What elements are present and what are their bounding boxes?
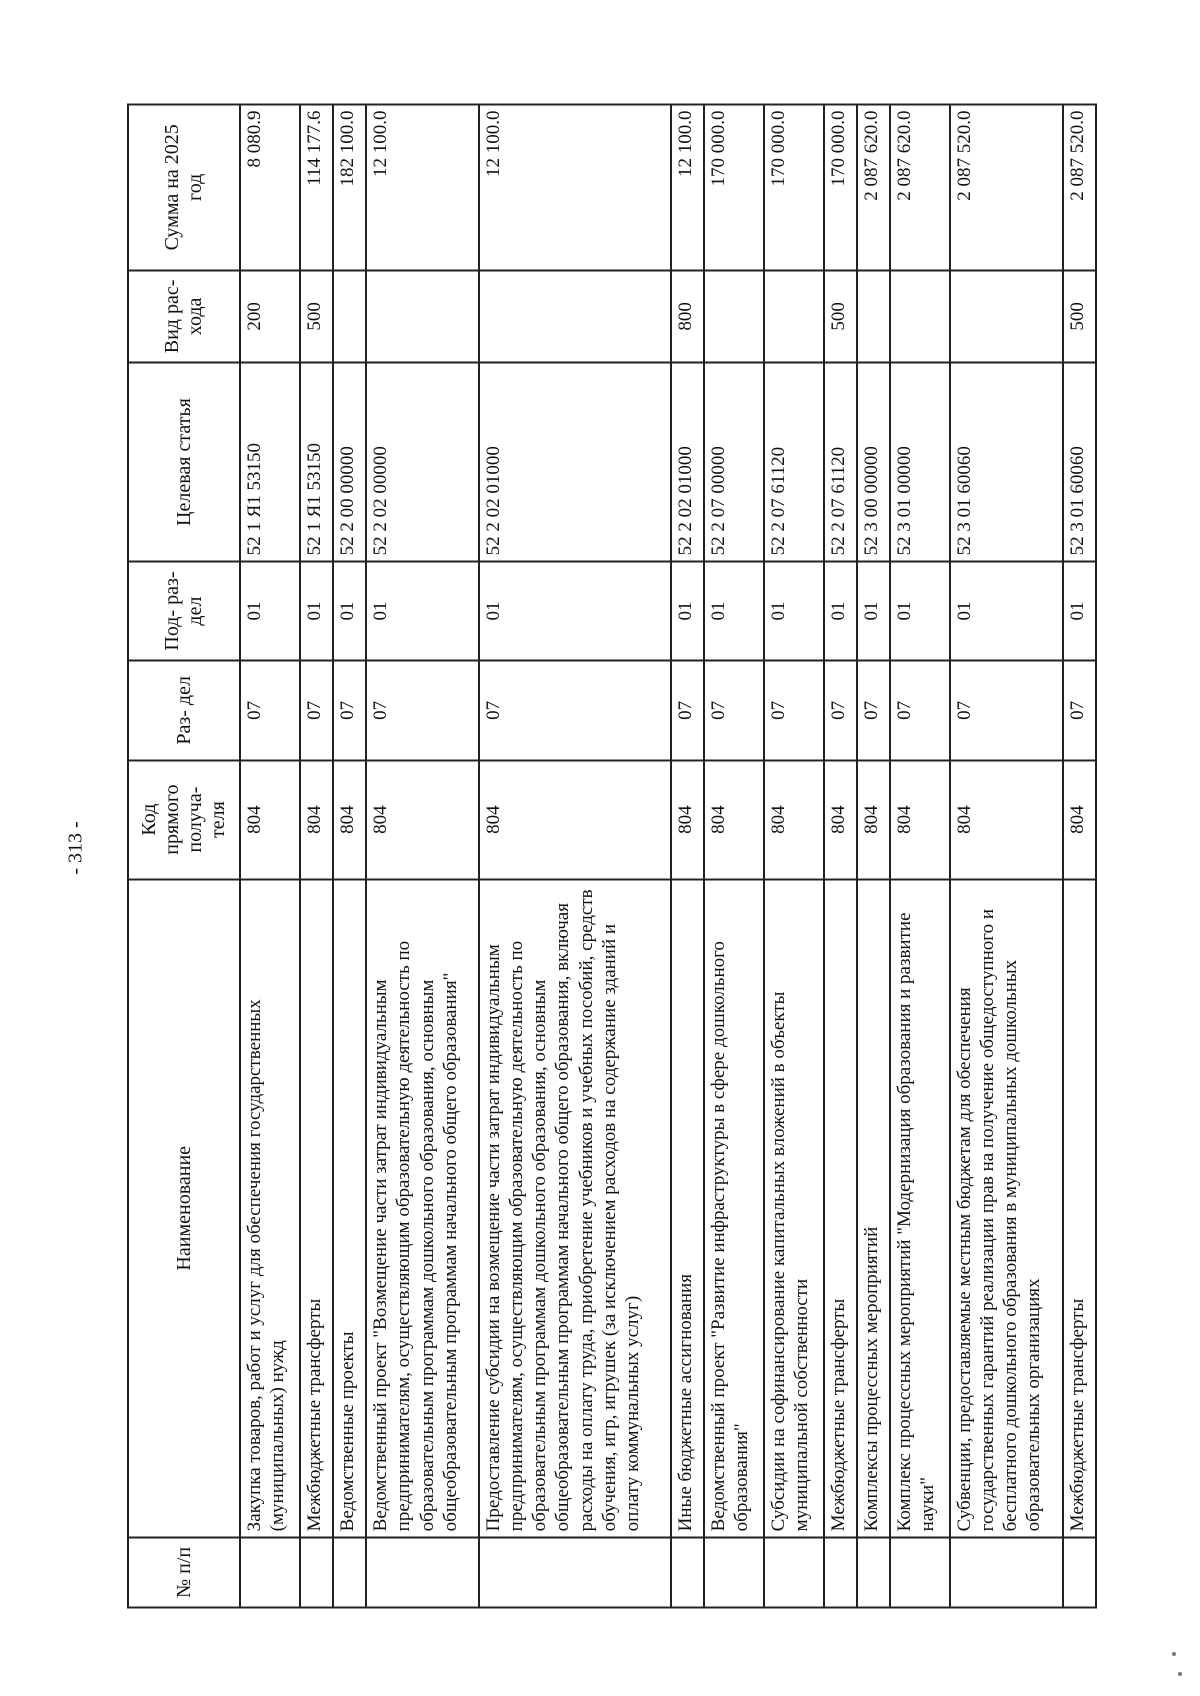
cell-expense-type: [366, 270, 479, 363]
cell-idx: [950, 1537, 1063, 1607]
header-expense-type: Вид рас- хода: [128, 270, 240, 363]
cell-section: 07: [857, 661, 890, 760]
cell-recipient-code: 804: [366, 760, 479, 879]
cell-sum-2025: 114 177.6: [300, 105, 333, 271]
header-section: Раз- дел: [128, 661, 240, 760]
cell-section: 07: [950, 661, 1063, 760]
header-sum-2025: Сумма на 2025 год: [128, 105, 240, 271]
cell-name: Межбюджетные трансферты: [824, 879, 857, 1537]
cell-name: Иные бюджетные ассигнования: [671, 879, 704, 1537]
cell-idx: [764, 1537, 824, 1607]
cell-sum-2025: 182 100.0: [333, 105, 366, 271]
cell-subsection: 01: [704, 561, 764, 660]
header-target-article: Целевая статья: [128, 363, 240, 562]
cell-sum-2025: 170 000.0: [824, 105, 857, 271]
cell-idx: [1063, 1537, 1096, 1607]
cell-subsection: 01: [366, 561, 479, 660]
table-row: [857, 105, 890, 1608]
cell-section: 07: [824, 661, 857, 760]
cell-target-article: 52 1 Я1 53150: [300, 363, 333, 562]
cell-sum-2025: 12 100.0: [479, 105, 671, 271]
cell-name: Закупка товаров, работ и услуг для обеспечения государственных (муниципальных) нужд: [240, 879, 300, 1537]
cell-idx: [240, 1537, 300, 1607]
cell-expense-type: 800: [671, 270, 704, 363]
cell-target-article: 52 2 07 00000: [704, 363, 764, 562]
cell-target-article: 52 3 01 00000: [890, 363, 950, 562]
cell-name: Ведомственный проект "Развитие инфраструктуры в сфере дошкольного образования": [704, 879, 764, 1537]
table-row: [824, 105, 857, 1608]
cell-subsection: 01: [240, 561, 300, 660]
cell-recipient-code: 804: [1063, 760, 1096, 879]
table-row: [366, 105, 479, 1608]
table-body: [240, 105, 1096, 1608]
scan-speck: [1178, 1672, 1182, 1676]
cell-section: 07: [704, 661, 764, 760]
cell-section: 07: [366, 661, 479, 760]
cell-target-article: 52 2 02 01000: [479, 363, 671, 562]
cell-subsection: 01: [479, 561, 671, 660]
cell-recipient-code: 804: [671, 760, 704, 879]
cell-name: Ведомственные проекты: [333, 879, 366, 1537]
cell-sum-2025: 2 087 520.0: [950, 105, 1063, 271]
cell-subsection: 01: [333, 561, 366, 660]
cell-idx: [479, 1537, 671, 1607]
cell-recipient-code: 804: [857, 760, 890, 879]
header-name: Наименование: [128, 879, 240, 1537]
cell-recipient-code: 804: [479, 760, 671, 879]
cell-sum-2025: 2 087 620.0: [890, 105, 950, 271]
cell-subsection: 01: [824, 561, 857, 660]
cell-idx: [704, 1537, 764, 1607]
header-idx: № п/п: [128, 1537, 240, 1607]
cell-idx: [366, 1537, 479, 1607]
table-row: [240, 105, 300, 1608]
cell-target-article: 52 2 02 01000: [671, 363, 704, 562]
cell-name: Комплекс процессных мероприятий "Модернизация образования и развитие науки": [890, 879, 950, 1537]
cell-subsection: 01: [1063, 561, 1096, 660]
cell-expense-type: 500: [824, 270, 857, 363]
cell-expense-type: 200: [240, 270, 300, 363]
cell-subsection: 01: [890, 561, 950, 660]
header-subsection: Под- раз- дел: [128, 561, 240, 660]
cell-idx: [333, 1537, 366, 1607]
table-row: [1063, 105, 1096, 1608]
cell-subsection: 01: [857, 561, 890, 660]
cell-target-article: 52 3 01 60060: [1063, 363, 1096, 562]
cell-idx: [824, 1537, 857, 1607]
cell-subsection: 01: [300, 561, 333, 660]
cell-name: Предоставление субсидии на возмещение части затрат индивидуальным предпринимателям, осуществляющим образовательную деятельность по образовательным программам дошкольного образования, основным общеобразовательным программам начального общего образования, включая расходы на оплату труда, приобретение учебников и учебных пособий, средств обучения, игр, игрушек (за исключением расходов на содержание зданий и оплату коммунальных услуг): [479, 879, 671, 1537]
cell-idx: [857, 1537, 890, 1607]
cell-name: Субсидии на софинансирование капитальных вложений в объекты муниципальной собственности: [764, 879, 824, 1537]
cell-name: Межбюджетные трансферты: [300, 879, 333, 1537]
budget-table: [127, 104, 1097, 1609]
cell-recipient-code: 804: [240, 760, 300, 879]
cell-section: 07: [1063, 661, 1096, 760]
cell-expense-type: 500: [300, 270, 333, 363]
cell-target-article: 52 2 07 61120: [764, 363, 824, 562]
cell-name: Ведомственный проект "Возмещение части затрат индивидуальным предпринимателям, осуществляющим образовательную деятельность по образовательным программам дошкольного образования, основным общеобразовательным программам начального общего образования": [366, 879, 479, 1537]
cell-name: Межбюджетные трансферты: [1063, 879, 1096, 1537]
cell-section: 07: [890, 661, 950, 760]
cell-sum-2025: 2 087 520.0: [1063, 105, 1096, 271]
cell-recipient-code: 804: [300, 760, 333, 879]
cell-section: 07: [240, 661, 300, 760]
table-row: [704, 105, 764, 1608]
cell-recipient-code: 804: [333, 760, 366, 879]
cell-section: 07: [479, 661, 671, 760]
cell-name: Субвенции, предоставляемые местным бюджетам для обеспечения государственных гарантий реализации прав на получение общедоступного и бесплатного дошкольного образования в муниципальных дошкольных образовательных организациях: [950, 879, 1063, 1537]
cell-sum-2025: 12 100.0: [671, 105, 704, 271]
page-number: - 313 -: [64, 821, 87, 875]
budget-table-rotated: [127, 104, 1097, 1609]
cell-section: 07: [333, 661, 366, 760]
cell-expense-type: [479, 270, 671, 363]
cell-recipient-code: 804: [824, 760, 857, 879]
cell-recipient-code: 804: [950, 760, 1063, 879]
table-header-row: [128, 105, 240, 1608]
cell-expense-type: [704, 270, 764, 363]
cell-sum-2025: 2 087 620.0: [857, 105, 890, 271]
header-recipient-code: Код прямого получа- теля: [128, 760, 240, 879]
table-row: [333, 105, 366, 1608]
cell-idx: [671, 1537, 704, 1607]
cell-recipient-code: 804: [890, 760, 950, 879]
table-row: [479, 105, 671, 1608]
scan-speck: [1172, 1652, 1176, 1656]
cell-subsection: 01: [950, 561, 1063, 660]
cell-target-article: 52 1 Я1 53150: [240, 363, 300, 562]
table-row: [300, 105, 333, 1608]
cell-expense-type: [857, 270, 890, 363]
table-row: [764, 105, 824, 1608]
cell-idx: [890, 1537, 950, 1607]
cell-name: Комплексы процессных мероприятий: [857, 879, 890, 1537]
table-row: [671, 105, 704, 1608]
cell-target-article: 52 3 01 60060: [950, 363, 1063, 562]
cell-recipient-code: 804: [764, 760, 824, 879]
cell-section: 07: [671, 661, 704, 760]
cell-subsection: 01: [671, 561, 704, 660]
cell-section: 07: [300, 661, 333, 760]
cell-target-article: 52 2 02 00000: [366, 363, 479, 562]
cell-sum-2025: 170 000.0: [764, 105, 824, 271]
cell-sum-2025: 170 000.0: [704, 105, 764, 271]
cell-expense-type: 500: [1063, 270, 1096, 363]
cell-expense-type: [950, 270, 1063, 363]
cell-target-article: 52 2 07 61120: [824, 363, 857, 562]
cell-recipient-code: 804: [704, 760, 764, 879]
cell-sum-2025: 8 080.9: [240, 105, 300, 271]
table-row: [950, 105, 1063, 1608]
cell-subsection: 01: [764, 561, 824, 660]
cell-idx: [300, 1537, 333, 1607]
cell-expense-type: [333, 270, 366, 363]
cell-target-article: 52 2 00 00000: [333, 363, 366, 562]
table-row: [890, 105, 950, 1608]
cell-expense-type: [890, 270, 950, 363]
cell-expense-type: [764, 270, 824, 363]
cell-section: 07: [764, 661, 824, 760]
cell-sum-2025: 12 100.0: [366, 105, 479, 271]
cell-target-article: 52 3 00 00000: [857, 363, 890, 562]
